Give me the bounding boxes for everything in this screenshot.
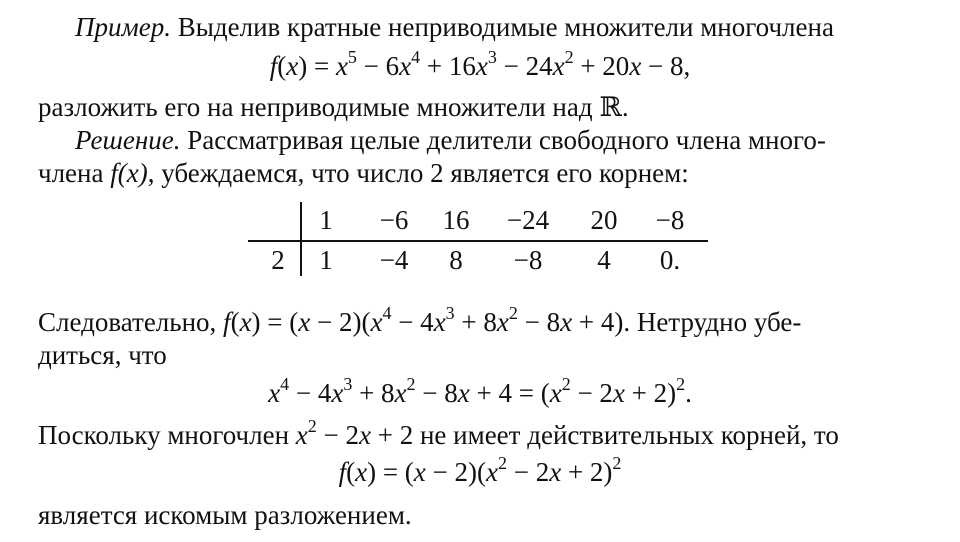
line9-end: не имеет действительных корней, то — [419, 420, 839, 450]
line11-text: является искомым разложением. — [38, 500, 412, 530]
table-cell: 20 — [590, 205, 618, 235]
line-root-check — [38, 156, 689, 190]
table-cell: 2 — [271, 245, 285, 275]
line6-end: . Нетрудно убе- — [623, 307, 802, 337]
table-cell: 1 — [319, 245, 333, 275]
formula-quartic-identity — [0, 376, 960, 410]
line-no-real-roots — [38, 418, 839, 452]
table-cell: 1 — [319, 205, 333, 235]
table-cell: −8 — [513, 245, 543, 275]
horner-table — [248, 202, 708, 278]
table-cell: −8 — [655, 205, 685, 235]
table-horizontal-divider — [248, 240, 708, 242]
table-cell: −24 — [506, 205, 550, 235]
factor-text: разложить его на неприводимые множители над — [38, 92, 593, 122]
quartic-identity: $x^4 - 4x^3 + 8x^2 - 8x + 4 = (x^2 - 2x + 2)^2$. — [268, 374, 692, 408]
line-factorization-1 — [38, 305, 801, 339]
table-cell: 8 — [449, 245, 463, 275]
table-cell: 0. — [659, 245, 681, 275]
quadratic-inline: $x^2 - 2x + 2$ — [295, 416, 420, 450]
final-factorization: $f(x) = (x - 2)(x^2 - 2x + 2)^2$ — [338, 453, 622, 487]
factorization-1: $f(x) = (x - 2)(x^4 - 4x^3 + 8x^2 - 8x + 4)$ — [223, 303, 624, 337]
polynomial-main: $f(x) = x^5 - 6x^4 + 16x^3 - 24x^2 + 20x - 8$, — [269, 47, 691, 81]
formula-polynomial — [0, 49, 960, 83]
line-solution-heading — [75, 123, 826, 157]
solution-label: Решение. — [75, 125, 181, 155]
line-factor-over-reals — [38, 90, 629, 125]
table-cell: 4 — [597, 245, 611, 275]
line5-rest: , убеждаемся, что число 2 является его корнем: — [147, 158, 689, 188]
line9-start: Поскольку многочлен — [38, 420, 290, 450]
example-label: Пример. — [75, 12, 171, 42]
fx-inline: f(x) — [110, 158, 148, 188]
line-conclusion — [38, 498, 412, 532]
table-cell: −6 — [379, 205, 409, 235]
table-vertical-divider — [300, 202, 302, 276]
solution-text: Рассматривая целые делители свободного члена много- — [187, 125, 826, 155]
table-row-top — [248, 202, 708, 238]
formula-final — [0, 455, 960, 489]
line6-start: Следовательно, — [38, 307, 217, 337]
table-cell: 16 — [442, 205, 470, 235]
line3-period: . — [621, 92, 629, 122]
line7-text: диться, что — [38, 340, 167, 370]
line-example-heading — [75, 10, 834, 44]
example-text: Выделив кратные неприводимые множители многочлена — [177, 12, 834, 42]
line5-start: члена — [38, 158, 104, 188]
table-cell: −4 — [379, 245, 409, 275]
table-row-bottom — [248, 242, 708, 278]
reals-symbol: ℝ — [599, 92, 622, 123]
line-verify — [38, 338, 167, 372]
